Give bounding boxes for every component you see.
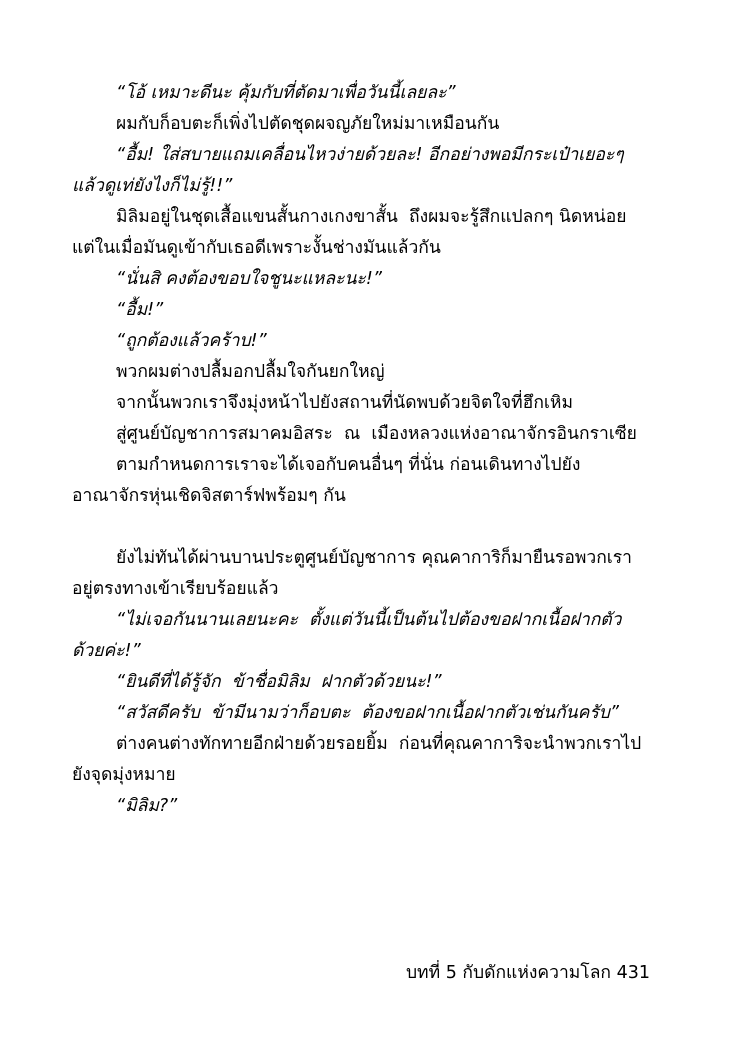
- paragraph: “ไม่เจอกันนานเลยนะคะ ตั้งแต่วันนี้เป็นต้นไปต้องขอฝากเนื้อฝากตัวด้วยค่ะ!”: [72, 610, 622, 661]
- paragraph: พวกผมต่างปลื้มอกปลื้มใจกันยกใหญ่: [116, 362, 385, 382]
- paragraph: “นั่นสิ คงต้องขอบใจชูนะแหละนะ!”: [116, 269, 382, 289]
- paragraph: ผมกับก็อบตะก็เพิ่งไปตัดชุดผจญภัยใหม่มาเหมือนกัน: [116, 114, 500, 134]
- paragraph: จากนั้นพวกเราจึงมุ่งหน้าไปยังสถานที่นัดพบด้วยจิตใจที่ฮึกเหิม: [116, 393, 573, 413]
- paragraph: “สวัสดีครับ ข้ามีนามว่าก็อบตะ ต้องขอฝากเนื้อฝากตัวเช่นกันครับ”: [116, 703, 619, 723]
- paragraph: “ยินดีที่ได้รู้จัก ข้าชื่อมิลิม ฝากตัวด้วยนะ!”: [116, 672, 442, 692]
- paragraph: มิลิมอยู่ในชุดเสื้อแขนสั้นกางเกงขาสั้น ถึงผมจะรู้สึกแปลกๆ นิดหน่อย แต่ในเมื่อมันดูเข้ากับเธอดีเพราะงั้นช่างมันแล้วกัน: [72, 207, 633, 258]
- paragraph: ต่างคนต่างทักทายอีกฝ่ายด้วยรอยยิ้ม ก่อนที่คุณคาการิจะนำพวกเราไปยังจุดมุ่งหมาย: [72, 734, 642, 785]
- paragraph-spacer: [72, 512, 650, 543]
- paragraph: ตามกำหนดการเราจะได้เจอกับคนอื่นๆ ที่นั่น ก่อนเดินทางไปยังอาณาจักรหุ่นเชิดจิสตาร์ฟพร้อมๆ กัน: [72, 455, 581, 506]
- paragraph: “มิลิม?”: [116, 796, 178, 816]
- document-body: [72, 78, 650, 822]
- page-footer: บทที่ 5 กับดักแห่งความโลก 431: [405, 963, 650, 983]
- paragraph: “อื้ม! ใส่สบายแถมเคลื่อนไหวง่ายด้วยละ! อีกอย่างพอมีกระเป๋าเยอะๆ แล้วดูเท่ยังไงก็ไม่รู้!!”: [72, 145, 630, 196]
- paragraph: ยังไม่ทันได้ผ่านบานประตูศูนย์บัญชาการ คุณคาการิก็มายืนรอพวกเราอยู่ตรงทางเข้าเรียบร้อยแล้ว: [72, 548, 632, 599]
- paragraph: “ถูกต้องแล้วคร้าบ!”: [116, 331, 267, 351]
- paragraph: สู่ศูนย์บัญชาการสมาคมอิสระ ณ เมืองหลวงแห่งอาณาจักรอินกราเซีย: [116, 424, 637, 444]
- paragraph: “โอ้ เหมาะดีนะ คุ้มกับที่ตัดมาเพื่อวันนี้เลยละ”: [116, 83, 456, 103]
- paragraph: “อื้ม!”: [116, 300, 164, 320]
